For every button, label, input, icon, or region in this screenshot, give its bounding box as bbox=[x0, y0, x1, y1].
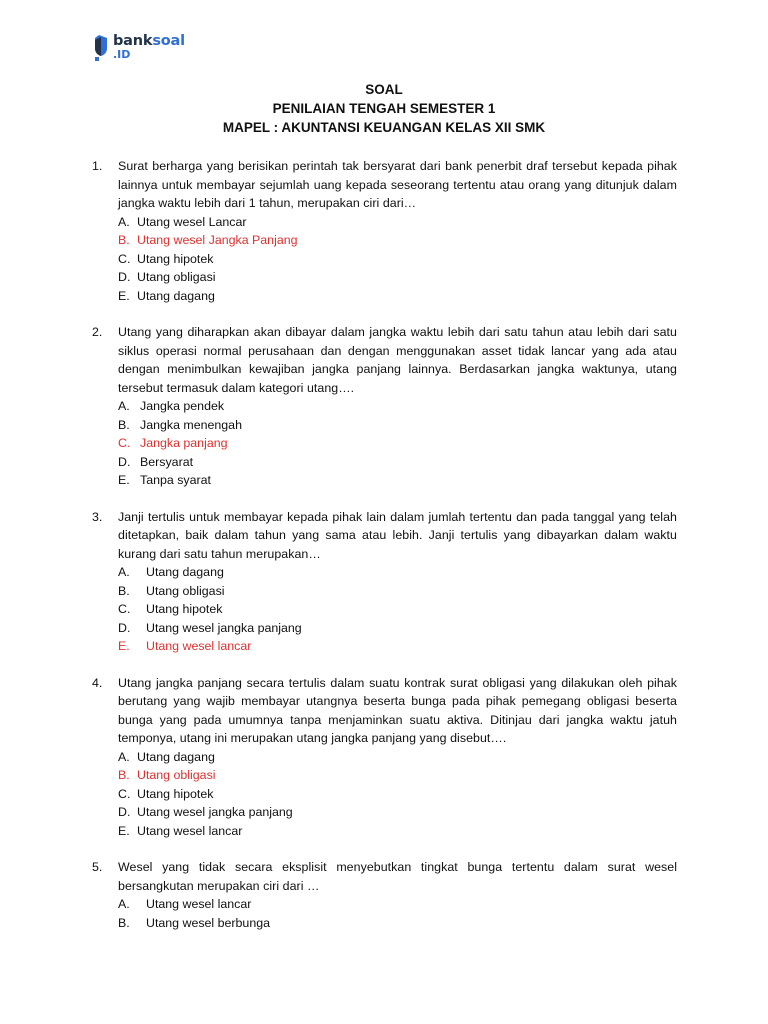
question-list bbox=[92, 157, 677, 950]
option-e: E. Tanpa syarat bbox=[118, 473, 211, 487]
option-c: C. Utang hipotek bbox=[118, 786, 214, 801]
option-a: A. Utang wesel lancar bbox=[118, 897, 252, 911]
banksoal-logo-icon bbox=[92, 32, 110, 62]
question-number: 2. bbox=[92, 325, 103, 339]
question-number: 1. bbox=[92, 159, 103, 173]
option-d: D. Bersyarat bbox=[118, 454, 194, 469]
option-b: B. Utang obligasi bbox=[118, 583, 225, 598]
header-subject: MAPEL : AKUNTANSI KEUANGAN KELAS XII SMK bbox=[222, 120, 546, 135]
option-b: B. Jangka menengah bbox=[118, 417, 242, 432]
option-d: D. Utang obligasi bbox=[118, 270, 216, 284]
answer-options bbox=[118, 563, 677, 656]
question-text: Utang yang diharapkan akan dibayar dalam jangka waktu lebih dari satu tahun atau lebih dari satu siklus operasi normal perusahaan dan dengan menggunakan asset tidak lancar yang ada atau dengan menimbulkan kewajiban jangka panjang lainnya. Berdasarkan jangka waktunya, utang tersebut termasuk dalam kategori utang…. bbox=[118, 325, 677, 395]
option-c: C. Utang hipotek bbox=[118, 602, 223, 616]
answer-options bbox=[118, 895, 677, 932]
header-title: SOAL bbox=[365, 82, 403, 97]
option-b: B. Utang wesel berbunga bbox=[118, 915, 270, 930]
option-e-correct: E. Utang wesel lancar bbox=[118, 639, 252, 653]
question-text: Surat berharga yang berisikan perintah tak bersyarat dari bank penerbit draf tersebut kepada pihak lainnya untuk membayar sejumlah uang kepada seseorang tertentu atau orang yang ditunjuk dalam jangka waktu lebih dari 1 tahun, merupakan ciri dari… bbox=[118, 159, 677, 210]
logo-suffix: .ID bbox=[113, 48, 131, 62]
document-header bbox=[0, 80, 768, 137]
question-4 bbox=[92, 674, 677, 841]
header-exam-name: PENILAIAN TENGAH SEMESTER 1 bbox=[272, 101, 496, 116]
option-e: E. Utang wesel lancar bbox=[118, 823, 243, 838]
question-number: 3. bbox=[92, 509, 103, 524]
option-a: A. Jangka pendek bbox=[118, 399, 225, 413]
question-number: 5. bbox=[92, 860, 103, 874]
question-2 bbox=[92, 323, 677, 490]
question-number: 4. bbox=[92, 675, 103, 690]
option-c-correct: C. Jangka panjang bbox=[118, 436, 228, 450]
option-a: A. Utang wesel Lancar bbox=[118, 214, 247, 229]
question-5 bbox=[92, 858, 677, 932]
banksoal-logo bbox=[92, 32, 185, 62]
option-d: D. Utang wesel jangka panjang bbox=[118, 805, 293, 819]
option-b-correct: B. Utang wesel Jangka Panjang bbox=[118, 233, 298, 247]
option-c: C. Utang hipotek bbox=[118, 251, 214, 266]
question-text: Wesel yang tidak secara eksplisit menyebutkan tingkat bunga tertentu dalam surat wesel bersangkutan merupakan ciri dari … bbox=[118, 860, 677, 893]
logo-wordmark: banksoal bbox=[113, 32, 185, 49]
answer-options bbox=[118, 397, 677, 490]
option-d: D. Utang wesel jangka panjang bbox=[118, 620, 302, 635]
option-e: E. Utang dagang bbox=[118, 288, 215, 303]
option-a: A. Utang dagang bbox=[118, 749, 215, 764]
option-b-correct: B. Utang obligasi bbox=[118, 768, 216, 782]
question-3 bbox=[92, 508, 677, 656]
question-text: Utang jangka panjang secara tertulis dalam suatu kontrak surat obligasi yang dilakukan oleh pihak berutang yang wajib membayar utangnya beserta bunga pada pihak pemegang obligasi beserta bunga yang pada umumnya tanpa menjaminkan suatu aktiva. Ditinjau dari jangka waktu jatuh temponya, utang ini merupakan utang jangka panjang yang disebut…. bbox=[118, 675, 677, 745]
answer-options bbox=[118, 213, 677, 306]
question-1 bbox=[92, 157, 677, 305]
option-a: A. Utang dagang bbox=[118, 565, 224, 579]
answer-options bbox=[118, 748, 677, 841]
question-text: Janji tertulis untuk membayar kepada pihak lain dalam jumlah tertentu dan pada tanggal yang telah ditetapkan, baik dalam tahun yang sama atau lebih. Janji tertulis yang dibayarkan dalam waktu kurang dari satu tahun merupakan… bbox=[118, 509, 677, 561]
